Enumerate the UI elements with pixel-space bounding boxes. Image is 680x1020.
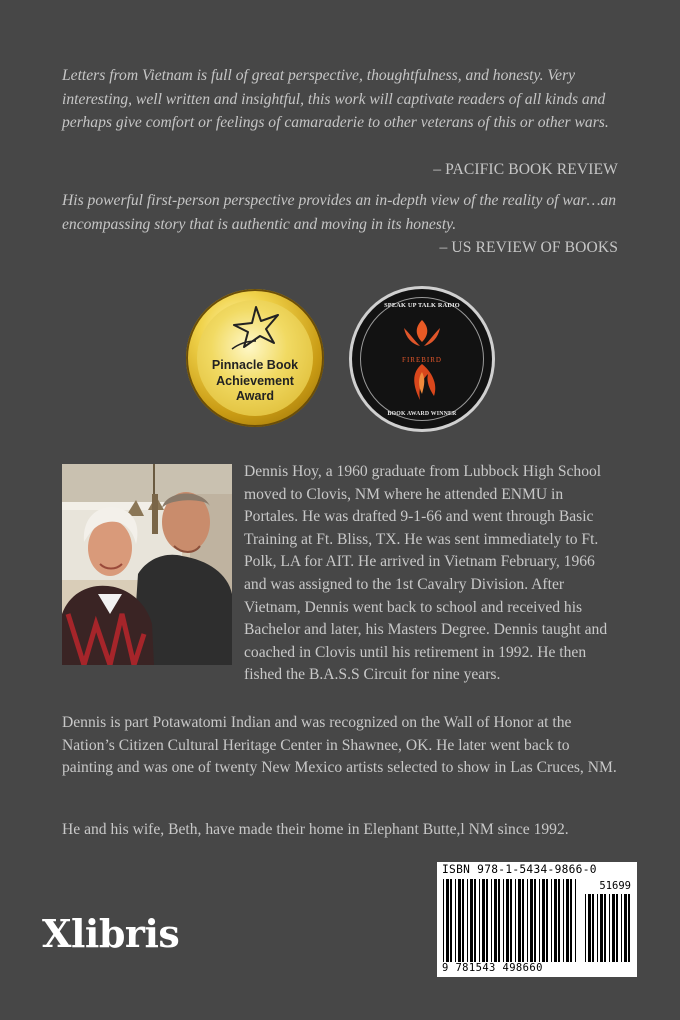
barcode-bar <box>609 894 610 962</box>
barcode-bar <box>515 879 516 962</box>
barcode-bar <box>530 879 533 962</box>
barcode-bar <box>570 879 572 962</box>
barcode-bar <box>518 879 521 962</box>
publisher-logo: Xlibris <box>42 911 180 956</box>
pinnacle-award-label: Pinnacle Book Achievement Award <box>211 358 299 403</box>
barcode-bar <box>503 879 504 962</box>
barcode-bar <box>592 894 594 962</box>
barcode-bar <box>566 879 569 962</box>
barcode-bar <box>624 894 627 962</box>
barcode-bar <box>585 894 586 962</box>
review-attribution-us-review: – US REVIEW OF BOOKS <box>439 239 618 256</box>
barcode-bar <box>563 879 564 962</box>
barcode-bar <box>498 879 500 962</box>
barcode-bar <box>470 879 473 962</box>
barcode-bar <box>612 894 615 962</box>
barcode-bar <box>458 879 461 962</box>
firebird-name: FIREBIRD <box>402 356 442 364</box>
barcode-bar <box>494 879 497 962</box>
barcode-bar <box>474 879 476 962</box>
star-icon <box>226 303 284 353</box>
price-code: 51699 <box>599 880 631 892</box>
isbn-label: ISBN 978-1-5434-9866-0 <box>442 863 597 876</box>
barcode-bar <box>510 879 512 962</box>
barcode-bar <box>558 879 560 962</box>
barcode-bar <box>455 879 456 962</box>
barcode-bars <box>437 862 637 977</box>
pinnacle-award-badge <box>186 289 324 427</box>
barcode-bar <box>616 894 618 962</box>
barcode-bar <box>588 894 591 962</box>
barcode-bar <box>479 879 480 962</box>
isbn-barcode <box>437 862 637 977</box>
barcode-bar <box>546 879 548 962</box>
barcode-bar <box>575 879 576 962</box>
barcode-bar <box>551 879 552 962</box>
barcode-bar <box>482 879 485 962</box>
barcode-bar <box>446 879 449 962</box>
review-attribution-pacific: – PACIFIC BOOK REVIEW <box>433 161 618 178</box>
firebird-bottom-text: BOOK AWARD WINNER <box>387 411 457 417</box>
barcode-bar <box>527 879 528 962</box>
review-quote-us-review: His powerful first-person perspective provides an in-depth view of the reality of war…an encompassing story that is authentic and moving in its honesty. <box>62 192 617 233</box>
bio-paragraph: Dennis Hoy, a 1960 graduate from Lubbock High School moved to Clovis, NM where he attended ENMU in Portales. He was drafted 9-1-66 and went through Basic Training at Ft. Bliss, TX. He was sent immediately to Ft. Polk, LA for AIT. He arrived in Vietnam February, 1966 and was assigned to the 1st Cavalry Division. After Vietnam, Dennis went back to school and received his Bachelor and later, his Masters Degree. Dennis taught and coached in Clovis until his retirement in 1992. He then fished the B.A.S.S Circuit for nine years. <box>244 463 608 684</box>
barcode-bar <box>534 879 536 962</box>
barcode-bar <box>491 879 492 962</box>
barcode-bar <box>604 894 606 962</box>
heritage-paragraph: Dennis is part Potawatomi Indian and was recognized on the Wall of Honor at the Nation’s Citizen Cultural Heritage Center in Shawnee, OK. He later went back to painting and was one of twenty New Mexico artists selected to show in Las Cruces, NM. <box>62 714 617 777</box>
barcode-bar <box>621 894 622 962</box>
barcode-bar <box>506 879 509 962</box>
barcode-bar <box>450 879 452 962</box>
barcode-digits: 9 781543 498660 <box>442 962 543 974</box>
review-quote-pacific: Letters from Vietnam is full of great perspective, thoughtfulness, and honesty. Very interesting, well written and insightful, this work will captivate readers of all kinds and perhaps give comfort or feelings of camaraderie to other veterans of this or other wars. <box>62 67 609 131</box>
barcode-bar <box>542 879 545 962</box>
barcode-bar <box>539 879 540 962</box>
barcode-bar <box>462 879 464 962</box>
firebird-award-badge <box>349 286 495 432</box>
barcode-bar <box>600 894 603 962</box>
barcode-bar <box>486 879 488 962</box>
barcode-bar <box>467 879 468 962</box>
home-paragraph: He and his wife, Beth, have made their home in Elephant Butte,l NM since 1992. <box>62 821 569 838</box>
barcode-bar <box>522 879 524 962</box>
barcode-bar <box>554 879 557 962</box>
barcode-bar <box>443 879 444 962</box>
barcode-bar <box>597 894 598 962</box>
firebird-top-text: SPEAK UP TALK RADIO <box>384 302 460 309</box>
barcode-bar <box>628 894 630 962</box>
